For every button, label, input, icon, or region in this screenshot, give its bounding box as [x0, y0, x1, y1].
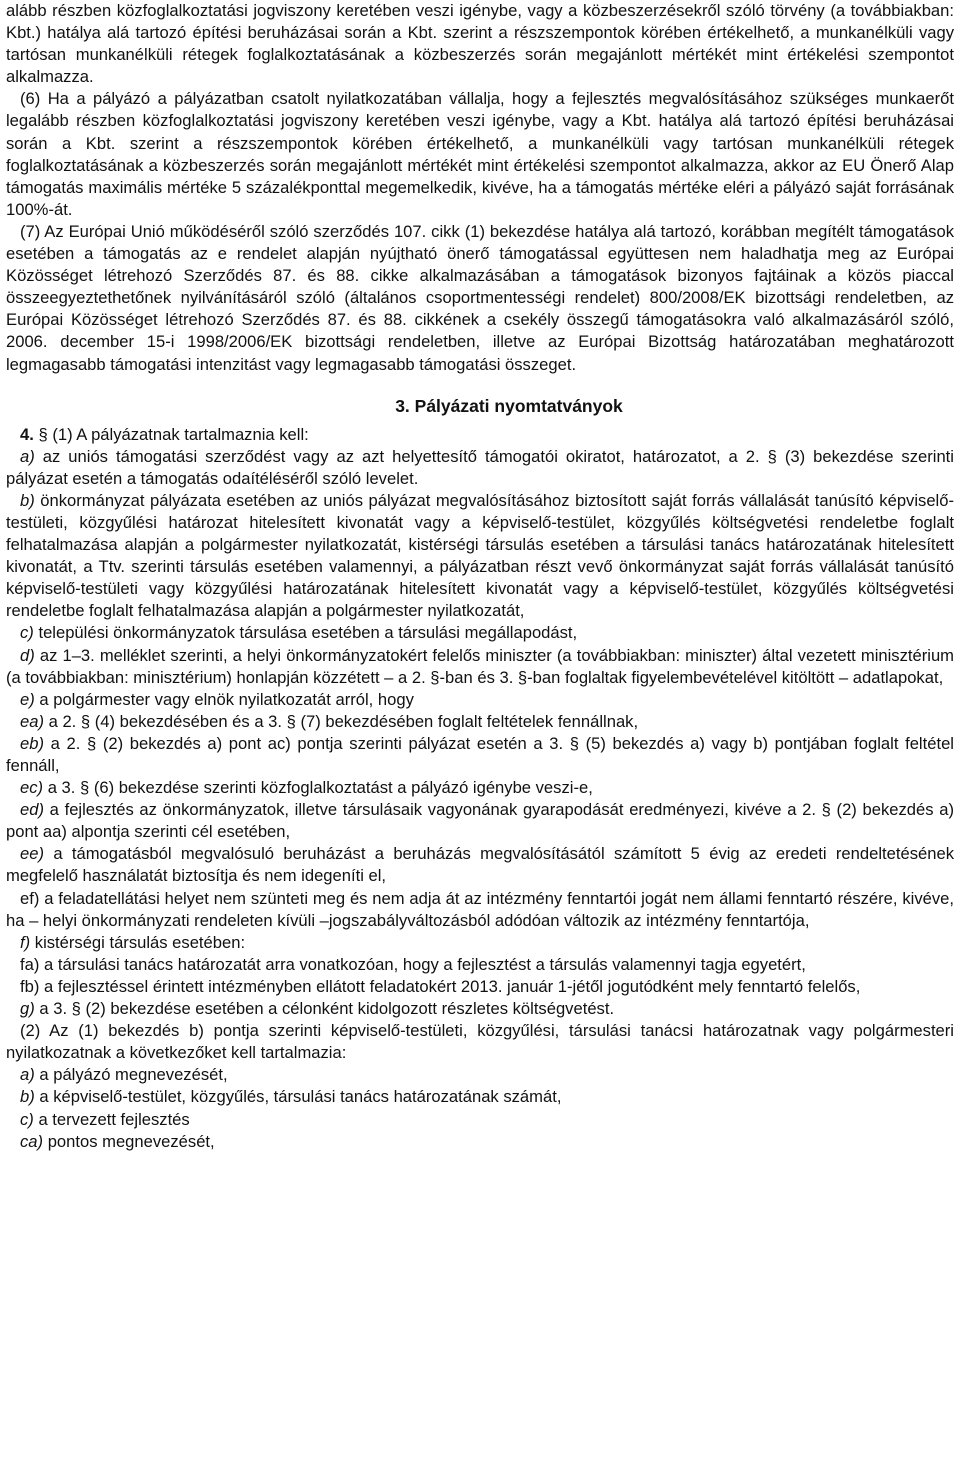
list-item-label: a): [20, 446, 35, 466]
list-item-label: f): [20, 932, 31, 952]
list-item-text: települési önkormányzatok társulása esetében a társulási megállapodást,: [38, 623, 578, 643]
list-item: [6, 932, 954, 954]
list-item-label: a): [20, 1065, 35, 1085]
list-item-text: az 1–3. melléklet szerinti, a helyi önkormányzatokért felelős miniszter (a továbbiakban: miniszter) által vezetett minisztérium (a továbbiakban: minisztérium) honlapján közzétett – a 2. §-ban és 3. §-ban foglaltak figyelembevételével kitöltött – adatlapokat,: [6, 645, 954, 687]
list-item-label: b): [20, 1087, 35, 1107]
list-item-text: a 3. § (2) bekezdése esetében a célonként kidolgozott részletes költségvetést.: [39, 999, 615, 1019]
list-item: [6, 777, 954, 799]
list-item-text: önkormányzat pályázata esetében az uniós pályázat megvalósításához biztosított saját forrás vállalását tanúsító képviselő-testületi, közgyűlési határozat hitelesített kivonatát vagy a képviselő-testület, közgyűlés költségvetési rendeletbe foglalt felhatalmazása alapján a polgármester nyilatkozatát, kistérségi társulás esetében a társulási tanács határozatának hitelesített kivonatát, a Ttv. szerinti társulás esetében valamennyi, a pályázatban részt vevő önkormányzat saját forrás vállalását tanúsító képviselő-testületi vagy közgyűlési határozatának hitelesített kivonatát vagy a képviselő-testület, közgyűlés költségvetési rendeletbe foglalt felhatalmazása alapján a polgármester nyilatkozatát,: [6, 490, 954, 621]
list-item-label: ed): [20, 800, 44, 820]
list-item: [6, 711, 954, 733]
list-item-text: a 3. § (6) bekezdése szerinti közfoglalkoztatást a pályázó igénybe veszi-e,: [47, 778, 593, 798]
paragraph-6: (6) Ha a pályázó a pályázatban csatolt nyilatkozatában vállalja, hogy a fejlesztés megvalósításához szükséges munkaerőt legalább részben közfoglalkoztatási jogviszony keretében veszi igénybe, vagy a Kbt. hatálya alá tartozó építési beruházásai során a Kbt. szerint a részszempontok körében értékelhető, a munkanélküli vagy tartósan munkanélküli rétegek foglalkoztatásának a közbeszerzés során megajánlott mértékét mint értékelési szempontot alkalmazza, akkor az EU Önerő Alap támogatás maximális mértéke 5 százalékponttal megemelkedik, kivéve, ha a támogatás mértéke eléri a pályázó saját forrásának 100%-át.: [6, 89, 954, 219]
list-item: [6, 976, 954, 998]
item-list: [6, 446, 954, 1153]
list-item-label: b): [20, 490, 35, 510]
list-item: [6, 1109, 954, 1131]
list-item-label: c): [20, 623, 34, 643]
section-heading: 3. Pályázati nyomtatványok: [395, 395, 623, 416]
list-item: [6, 843, 954, 887]
list-item: [6, 954, 954, 976]
section-sign: §: [38, 424, 48, 444]
list-item-text: a fejlesztés az önkormányzatok, illetve társulásaik vagyonának gyarapodását eredményezi, kivéve a 2. § (2) bekezdés a) pont aa) alpontja szerinti cél esetében,: [6, 800, 954, 842]
list-item-label: ca): [20, 1131, 44, 1151]
list-item-text: a pályázó megnevezését,: [39, 1065, 228, 1085]
list-item-text: az uniós támogatási szerződést vagy az azt helyettesítő támogatói okiratot, határozatot, a 2. § (3) bekezdése szerinti pályázat esetén a támogatás odaítéléséről szóló levelet.: [6, 446, 954, 488]
list-item-label: fb): [20, 976, 40, 996]
section-4-intro: [6, 424, 954, 446]
list-item: [6, 733, 954, 777]
list-item: [6, 799, 954, 843]
document-page: [6, 0, 954, 1153]
list-item: [6, 689, 954, 711]
list-item-text: a polgármester vagy elnök nyilatkozatát arról, hogy: [39, 689, 414, 709]
paragraph-continuation: alább részben közfoglalkoztatási jogviszony keretében veszi igénybe, vagy a közbeszerzésekről szóló törvény (a továbbiakban: Kbt.) hatálya alá tartozó építési beruházásai során a Kbt. szerint a részszempontok körében értékelhető, a munkanélküli vagy tartósan munkanélküli rétegek foglalkoztatásának a közbeszerzés során megajánlott mértékét mint értékelési szempontot alkalmazza.: [6, 1, 954, 87]
list-item-text: kistérségi társulás esetében:: [34, 932, 246, 952]
paragraph-7: (7) Az Európai Unió működéséről szóló szerződés 107. cikk (1) bekezdése hatálya alá tartozó, korábban megítélt támogatások esetében a támogatás az e rendelet alapján nyújtható önerő támogatással együttesen nem haladhatja meg az Európai Közösséget létrehozó Szerződés 87. és 88. cikke alkalmazásában a támogatások bizonyos fajtáinak a közös piaccal összeegyeztethetőnek nyilvánításáról szóló (általános csoportmentességi rendelet) 800/2008/EK bizottsági rendeletben, az Európai Közösséget létrehozó Szerződés 87. és 88. cikkének a csekély összegű támogatásokra való alkalmazásáról szóló, 2006. december 15-i 1998/2006/EK bizottsági rendeletben, illetve az Európai Bizottság határozatában meghatározott legmagasabb támogatási intenzitást vagy legmagasabb támogatási összeget.: [6, 221, 954, 374]
list-item: [6, 1131, 954, 1153]
list-item-text: a tervezett fejlesztés: [38, 1109, 190, 1129]
list-item-label: ef): [20, 888, 40, 908]
list-item: [6, 1020, 954, 1064]
list-item-label: eb): [20, 733, 44, 753]
list-item-text: pontos megnevezését,: [47, 1131, 215, 1151]
list-item: [6, 446, 954, 490]
list-item-text: a képviselő-testület, közgyűlés, társulási tanács határozatának számát,: [39, 1087, 562, 1107]
list-item-label: ea): [20, 711, 44, 731]
list-item: [6, 998, 954, 1020]
list-item: [6, 1064, 954, 1086]
list-item-label: c): [20, 1109, 34, 1129]
list-item-label: ee): [20, 844, 44, 864]
list-item-label: fa): [20, 954, 40, 974]
section-intro-text: (1) A pályázatnak tartalmaznia kell:: [52, 424, 309, 444]
list-item-text: (2) Az (1) bekezdés b) pontja szerinti képviselő-testületi, közgyűlési, társulási tanácsi határozatnak vagy polgármesteri nyilatkozatnak a következőket kell tartalmazia:: [6, 1021, 954, 1063]
list-item-label: d): [20, 645, 35, 665]
list-item-text: a társulási tanács határozatát arra vonatkozóan, hogy a fejlesztést a társulás valamennyi tagja egyetért,: [44, 954, 806, 974]
section-number: 4.: [20, 424, 34, 444]
list-item-text: a 2. § (2) bekezdés a) pont ac) pontja szerinti pályázat esetén a 3. § (5) bekezdés a) vagy b) pontjában foglalt feltétel fennáll,: [6, 733, 954, 775]
list-item-text: a feladatellátási helyet nem szünteti meg és nem adja át az intézmény fenntartói jogát nem állami fenntartó részére, kivéve, ha – helyi önkormányzati rendeleten kívüli –jogszabályváltozásból adódóan változik az intézmény fenntartója,: [6, 888, 954, 930]
list-item: [6, 645, 954, 689]
list-item-label: g): [20, 999, 35, 1019]
list-item-text: a 2. § (4) bekezdésében és a 3. § (7) bekezdésében foglalt feltételek fennállnak,: [48, 711, 639, 731]
list-item-label: e): [20, 689, 35, 709]
list-item-label: ec): [20, 778, 44, 798]
list-item: [6, 1086, 954, 1108]
list-item-text: a fejlesztéssel érintett intézményben ellátott feladatokért 2013. január 1-jétől jogutódként mely fenntartó felelős,: [44, 976, 861, 996]
list-item: [6, 490, 954, 623]
list-item-text: a támogatásból megvalósuló beruházást a beruházás megvalósításától számított 5 évig az eredeti rendeltetésének megfelelő használatát biztosítja és nem idegeníti el,: [6, 844, 954, 886]
list-item: [6, 622, 954, 644]
list-item: [6, 888, 954, 932]
